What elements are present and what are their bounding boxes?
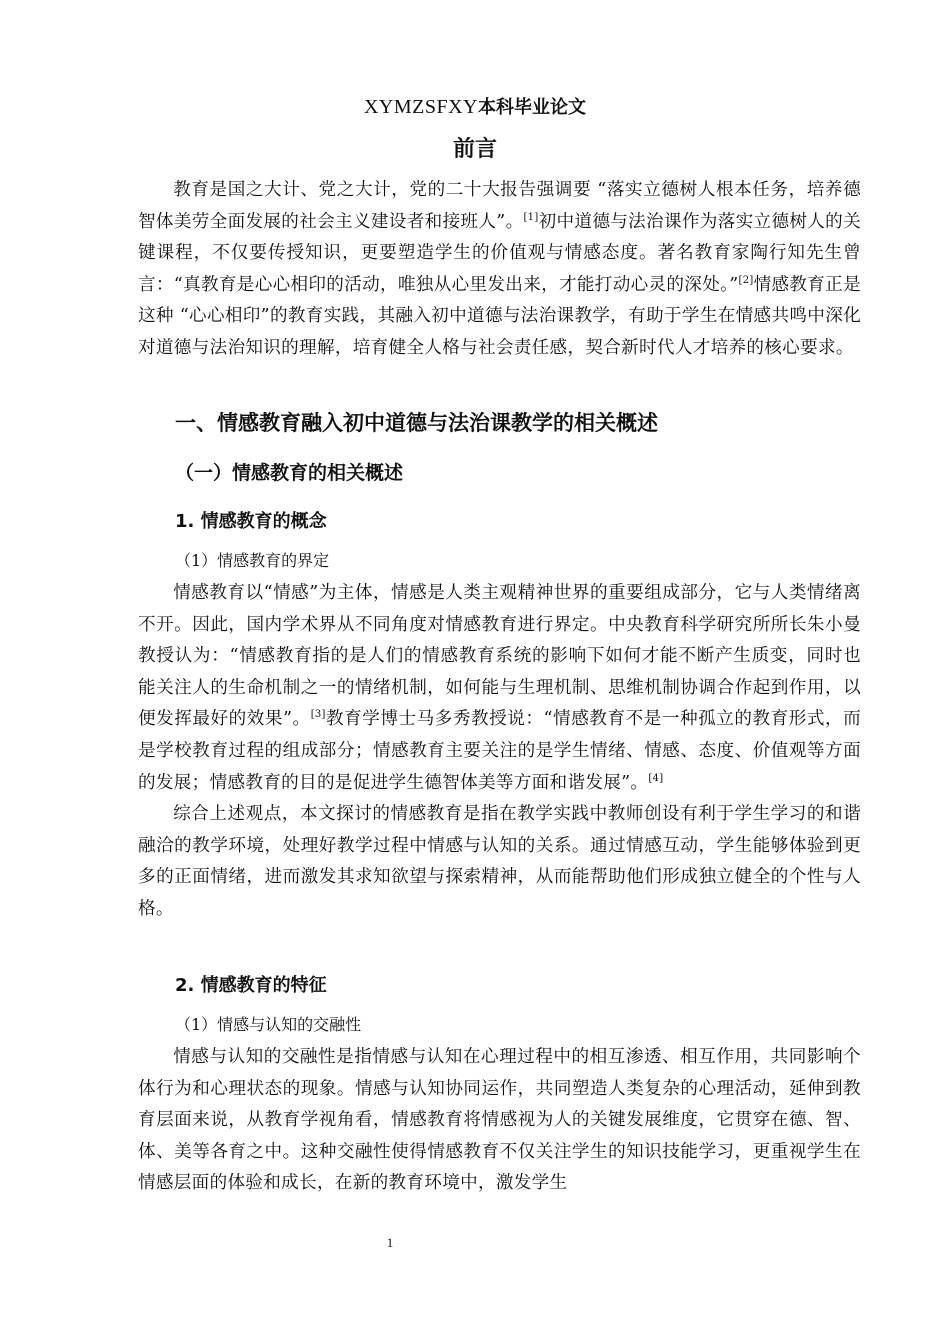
page-number: 1 xyxy=(386,1235,394,1250)
heading-features: 2. 情感教育的特征 xyxy=(175,975,327,996)
citation-4: [4] xyxy=(648,772,664,784)
concept-paragraph-2: 综合上述观点，本文探讨的情感教育是指在教学实践中教师创设有利于学生学习的和谐融洽的教学环境，处理好教学过程中情感与认知的关系。通过情感互动，学生能够体验到更多的正面情绪，进而激发其求知欲望与探索精神，从而能帮助他们形成独立健全的个性与人格。 xyxy=(138,804,861,919)
features-block xyxy=(138,1042,861,1200)
heading-concept: 1. 情感教育的概念 xyxy=(175,511,327,532)
concept-text-1: 情感教育以“情感”为主体，情感是人类主观精神世界的重要组成部分，它与人类情绪离不开。因此，国内学术界从不同角度对情感教育进行界定。中央教育科学研究所所长朱小曼教授认为：“情感教育指的是人们的情感教育系统的影响下如何才能不断产生质变，同时也能关注人的生命机制之一的情绪机制，如何能与生理机制、思维机制协调合作起到作用，以便发挥最好的效果”。 xyxy=(138,583,861,730)
header-title: 本科毕业论文 xyxy=(478,97,587,118)
intro-paragraph xyxy=(138,175,861,365)
citation-1: [1] xyxy=(523,211,539,223)
subheading-fusion: （1）情感与认知的交融性 xyxy=(175,1015,362,1034)
intro-text-1: 教育是国之大计、党之大计，党的二十大报告强调要 “落实立德树人根本任务，培养德智体美劳全面发展的社会主义建设者和接班人”。 xyxy=(138,180,861,232)
concept-block xyxy=(138,578,861,926)
features-paragraph-1: 情感与认知的交融性是指情感与认知在心理过程中的相互渗透、相互作用，共同影响个体行为和心理状态的现象。情感与认知协同运作，共同塑造人类复杂的心理活动，延伸到教育层面来说，从教育学视角看，情感教育将情感视为人的关键发展维度，它贯穿在德、智、体、美等各育之中。这种交融性使得情感教育不仅关注学生的知识技能学习，更重视学生在情感层面的体验和成长，在新的教育环境中，激发学生 xyxy=(138,1047,861,1194)
intro-block xyxy=(138,175,861,365)
intro-text-2: 初中道德与法治课作为落实立德树人的关键课程，不仅要传授知识，更要塑造学生的价值观与情感态度。著名教育家陶行知先生曾言：“真教育是心心相印的活动，唯独从心里发出来，才能打动心灵的深处。” xyxy=(138,211,861,295)
intro-text-3: 情感教育正是这种 “心心相印”的教育实践，其融入初中道德与法治课教学，有助于学生在情感共鸣中深化对道德与法治知识的理解，培育健全人格与社会责任感，契合新时代人才培养的核心要求。 xyxy=(138,274,861,358)
subheading-definition: （1）情感教育的界定 xyxy=(175,551,330,570)
subsection-heading-1: （一）情感教育的相关概述 xyxy=(175,462,404,484)
concept-paragraph-1 xyxy=(138,578,861,799)
concept-text-2: 教育学博士马多秀教授说：“情感教育不是一种孤立的教育形式，而是学校教育过程的组成部分；情感教育主要关注的是学生情绪、情感、态度、价值观等方面的发展；情感教育的目的是促进学生德智体美等方面和谐发展”。 xyxy=(138,709,862,793)
citation-3: [3] xyxy=(310,709,326,721)
citation-2: [2] xyxy=(738,274,754,286)
doc-title: 前言 xyxy=(452,137,497,162)
document-header xyxy=(0,92,950,122)
header-code: XYMZSFXY xyxy=(363,96,479,118)
section-heading-1: 一、情感教育融入初中道德与法治课教学的相关概述 xyxy=(175,411,658,435)
